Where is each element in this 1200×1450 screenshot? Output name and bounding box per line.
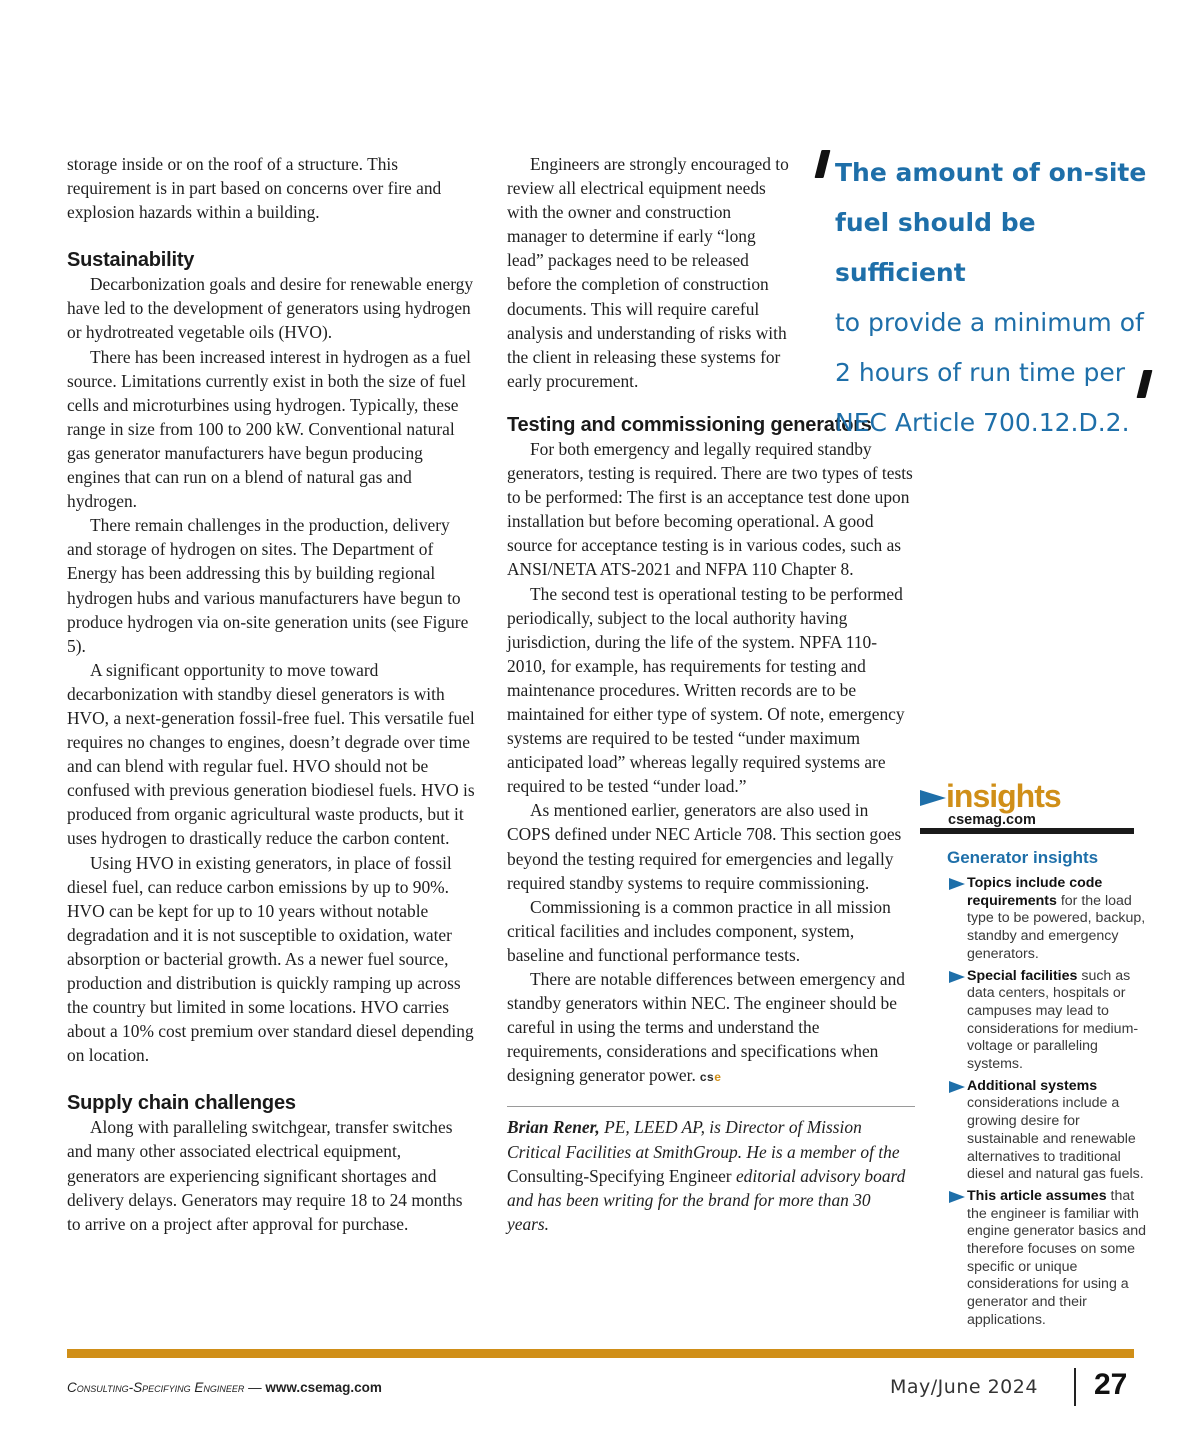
- insight-bold: This article assumes: [967, 1187, 1107, 1204]
- end-mark-e: e: [714, 1070, 722, 1085]
- footer-publication: [67, 1380, 382, 1395]
- arrow-bullet-icon: [949, 878, 965, 890]
- insights-logo-word: insights: [946, 778, 1061, 814]
- insights-sidebar: [920, 778, 1150, 1334]
- author-name: Brian Rener,: [507, 1117, 600, 1138]
- footer-rule: [67, 1349, 1134, 1358]
- insights-logo: [920, 778, 1150, 828]
- section-heading-supply-chain: Supply chain challenges: [67, 1092, 296, 1115]
- bio-divider: [507, 1106, 915, 1107]
- issue-date: May/June 2024: [890, 1376, 1038, 1398]
- paragraph: As mentioned earlier, generators are also used in COPS defined under NEC Article 708. This section goes beyond the testing required for emergencies and legally required standby systems to require commissioning.: [507, 800, 902, 893]
- article-column-1: [67, 152, 475, 1236]
- insight-bold: Special facilities: [967, 967, 1078, 984]
- cse-end-mark-icon: [700, 1070, 722, 1084]
- insight-text: considerations include a growing desire for sustainable and renewable alternatives to traditional diesel and natural gas fuels.: [967, 1095, 1144, 1183]
- arrow-bullet-icon: [949, 1191, 965, 1203]
- paragraph: Commissioning is a common practice in all mission critical facilities and includes component, system, baseline and functional performance tests.: [507, 896, 891, 965]
- arrow-icon: [920, 790, 946, 806]
- paragraph: There remain challenges in the production, delivery and storage of hydrogen on sites. The Department of Energy has been addressing this by building regional hydrogen hubs and various manufacturers have begun to produce hydrogen via on-site generation units (see Figure 5).: [67, 515, 469, 656]
- end-mark-cs: cs: [699, 1070, 715, 1085]
- paragraph: A significant opportunity to move toward decarbonization with standby diesel generators is with HVO, a next-generation fossil-free fuel. This versatile fuel requires no changes to engines, doesn’t degrade over time and can blend with regular fuel. HVO should not be confused with previous generation biodiesel fuels. HVO is produced from organic agricultural waste products, but it uses hydrogen to drastically reduce the carbon content.: [67, 659, 475, 849]
- insight-text: such as data centers, hospitals or campuses may lead to considerations for medium-voltage or paralleling systems.: [967, 967, 1139, 1073]
- paragraph: Along with paralleling switchgear, transfer switches and many other associated electrical equipment, generators are experiencing significant shortages and delivery delays. Generators may require 18 to 24 months to arrive on a project after approval for purchase.: [67, 1117, 463, 1234]
- paragraph: For both emergency and legally required standby generators, testing is required. There are two types of tests to be performed: The first is an acceptance test done upon installation but before becoming operational. A good source for acceptance testing is in various codes, such as ANSI/NETA ATS-2021 and NFPA 110 Chapter 8.: [507, 438, 913, 580]
- pull-quote: [835, 148, 1165, 448]
- arrow-bullet-icon: [949, 971, 965, 983]
- paragraph-final: [507, 967, 915, 1089]
- insight-item: [920, 1078, 1150, 1184]
- insight-text: that the engineer is familiar with engine generator basics and therefore focuses on some specific or unique considerations for using a generator and their applications.: [967, 1187, 1147, 1328]
- insight-bold: Topics include code requirements: [967, 875, 1103, 909]
- publication-name: Consulting-Specifying Engineer: [67, 1380, 245, 1395]
- author-bio: [507, 1115, 915, 1235]
- bio-text-2: editorial advisory board and has been writing for the brand for more than 30 years.: [507, 1165, 906, 1234]
- insight-item: [920, 1188, 1150, 1330]
- pull-quote-line: 2 hours of run time per: [835, 358, 1126, 387]
- paragraph: Engineers are strongly encouraged to review all electrical equipment needs with the owner and construction manager to determine if early “long lead” packages need to be released before the completion of construction documents. This will require careful analysis and understanding of risks with the client in releasing these systems for early procurement.: [507, 154, 789, 391]
- page-number: 27: [1094, 1368, 1128, 1401]
- paragraph: Decarbonization goals and desire for renewable energy have led to the development of generators using hydrogen or hydrotreated vegetable oils (HVO).: [67, 274, 474, 343]
- bio-publication: Consulting-Specifying Engineer: [507, 1165, 732, 1186]
- insight-text: for the load type to be powered, backup, standby and emergency generators.: [967, 892, 1146, 962]
- footer-divider: [1074, 1368, 1076, 1406]
- footer-separator: —: [244, 1380, 266, 1395]
- pull-quote-line: fuel should be sufficient: [835, 208, 1036, 287]
- insights-logo-site: csemag.com: [948, 812, 1036, 828]
- insight-item: [920, 875, 1150, 964]
- insight-item: [920, 968, 1150, 1074]
- paragraph: The second test is operational testing to be performed periodically, subject to the local authority having jurisdiction, during the life of the system. NPFA 110-2010, for example, has requirements for testing and maintenance procedures. Written records are to be maintained for either type of system. Of note, emergency systems are required to be tested “under maximum anticipated load” whereas legally required systems are required to be tested “under load.”: [507, 583, 905, 797]
- paragraph: Using HVO in existing generators, in place of fossil diesel fuel, can reduce carbon emissions by up to 90%. HVO can be kept for up to 10 years without notable degradation and it is not susceptible to oxidation, water absorption or bacterial growth. As a newer fuel source, production and distribution is quickly ramping up across the country but limited in some locations. HVO carries about a 10% cost premium over standard diesel depending on location.: [67, 852, 474, 1066]
- bio-text-1: PE, LEED AP, is Director of Mission Critical Facilities at SmithGroup. He is a member of the: [507, 1117, 900, 1162]
- section-heading-testing: Testing and commissioning generators: [507, 413, 872, 436]
- insight-bold: Additional systems: [967, 1077, 1098, 1094]
- pull-quote-line: to provide a minimum of: [835, 308, 1144, 337]
- footer-website-link[interactable]: www.csemag.com: [265, 1380, 382, 1395]
- pull-quote-line: The amount of on-site: [835, 158, 1147, 187]
- insights-divider: [920, 828, 1134, 834]
- insights-title: Generator insights: [947, 848, 1099, 867]
- arrow-bullet-icon: [949, 1081, 965, 1093]
- section-heading-sustainability: Sustainability: [67, 249, 195, 272]
- pull-quote-line: NEC Article 700.12.D.2.: [835, 408, 1130, 437]
- paragraph: storage inside or on the roof of a structure. This requirement is in part based on concerns over fire and explosion hazards within a building.: [67, 154, 442, 223]
- paragraph: There has been increased interest in hydrogen as a fuel source. Limitations currently exist in both the size of fuel cells and microturbines using hydrogen. Typically, these range in size from 100 to 200 kW. Conventional natural gas generator manufacturers have begun producing engines that can run on a blend of natural gas and hydrogen.: [67, 346, 471, 512]
- paragraph-text: There are notable differences between emergency and standby generators within NEC. The engineer should be careful in using the terms and understand the requirements, considerations and specifications when designing generator power.: [507, 969, 905, 1086]
